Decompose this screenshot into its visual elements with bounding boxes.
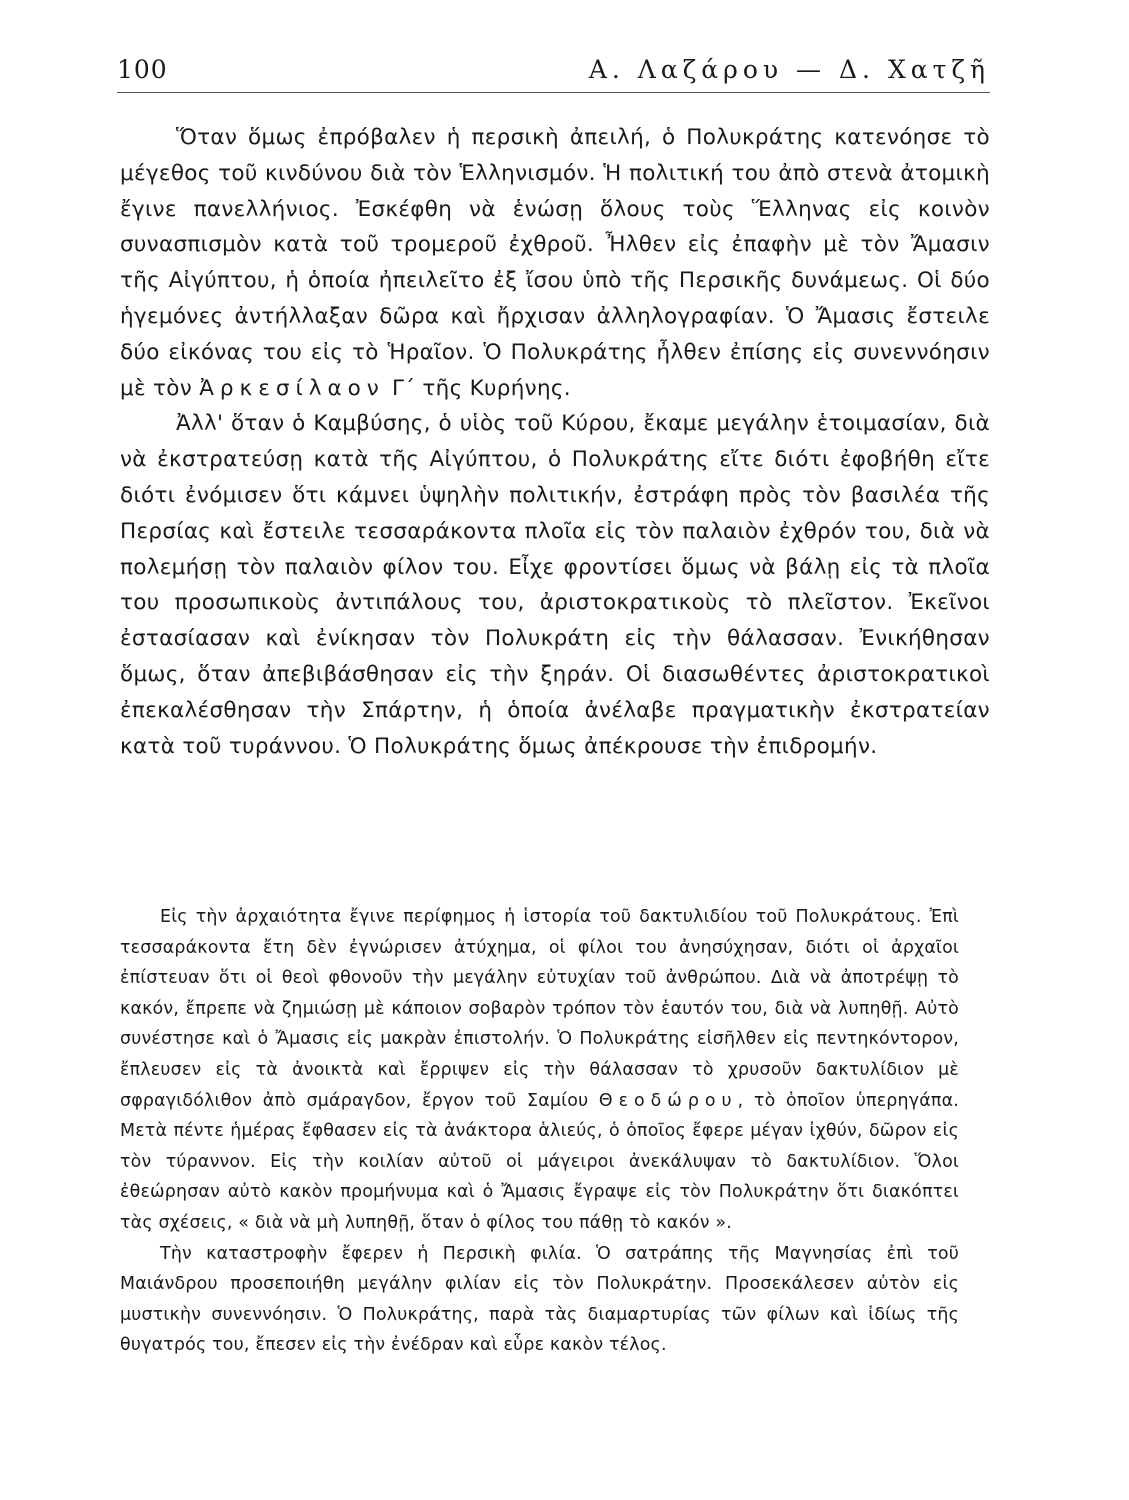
note-paragraph bbox=[120, 1239, 959, 1361]
note-paragraph-text: Εἰς τὴν ἀρχαιότητα ἔγινε περίφημος ἡ ἱστορία τοῦ δακτυλιδίου τοῦ Πολυκράτους. Ἐπὶ τεσσαράκοντα ἔτη δὲν ἐγνώρισεν ἀτύχημα, οἱ φίλοι του ἀνησύχησαν, διότι οἱ ἀρχαῖοι ἐπίστευαν ὅτι οἱ θεοὶ φθονοῦν τὴν μεγάλην εὐτυχίαν τοῦ ἀνθρώπου. Διὰ νὰ ἀποτρέψῃ τὸ κακόν, ἔπρεπε νὰ ζημιώσῃ μὲ κάποιον σοβαρὸν τρόπον τὸν ἑαυτόν του, διὰ νὰ λυπηθῇ. Αὐτὸ συνέστησε καὶ ὁ Ἄμασις εἰς μακρὰν ἐπιστολήν. Ὁ Πολυκράτης εἰσῆλθεν εἰς πεντηκόντορον, ἔπλευσεν εἰς τὰ ἀνοικτὰ καὶ ἔρριψεν εἰς τὴν θάλασσαν τὸ χρυσοῦν δακτυλίδιον μὲ σφραγιδόλιθον ἀπὸ σμάραγδον, ἔργον τοῦ Σαμίου bbox=[120, 907, 959, 1111]
paragraph-tail: Γ΄ τῆς Κυρήνης. bbox=[391, 375, 571, 401]
note-text bbox=[120, 902, 959, 1361]
note-paragraph-tail: , τὸ ὁποῖον ὑπερηγάπα. Μετὰ πέντε ἡμέρας ἔφθασεν εἰς τὰ ἀνάκτορα ἁλιεύς, ὁ ὁποῖος ἔφερε μέγαν ἰχθύν, δῶρον εἰς τὸν τύραννον. Εἰς τὴν κοιλίαν αὐτοῦ οἱ μάγειροι ἀνεκάλυψαν τὸ δακτυλίδιον. Ὅλοι ἐθεώρησαν αὐτὸ κακὸν προμήνυμα καὶ ὁ Ἄμασις ἔγραψε εἰς τὸν Πολυκράτην ὅτι διακόπτει τὰς σχέσεις, « διὰ νὰ μὴ λυπηθῇ, ὅταν ὁ φίλος του πάθῃ τὸ κακόν ». bbox=[120, 1090, 959, 1233]
header-rule bbox=[117, 92, 990, 93]
running-head: Α. Λαζάρου — Δ. Χατζῆ bbox=[588, 55, 990, 84]
paragraph-text: Ὅταν ὅμως ἐπρόβαλεν ἡ περσικὴ ἀπειλή, ὁ Πολυκράτης κατενόησε τὸ μέγεθος τοῦ κινδύνου διὰ τὸν Ἑλληνισμόν. Ἡ πολιτική του ἀπὸ στενὰ ἀτομικὴ ἔγινε πανελλήνιος. Ἐσκέφθη νὰ ἑνώσῃ ὅλους τοὺς Ἕλληνας εἰς κοινὸν συνασπισμὸν κατὰ τοῦ τρομεροῦ ἐχθροῦ. Ἦλθεν εἰς ἐπαφὴν μὲ τὸν Ἄμασιν τῆς Αἰγύπτου, ἡ ὁποία ἠπειλεῖτο ἐξ ἴσου ὑπὸ τῆς Περσικῆς δυνάμεως. Οἱ δύο ἡγεμόνες ἀντήλλαξαν δῶρα καὶ ἤρχισαν ἀλληλογραφίαν. Ὁ Ἄμασις ἔστειλε δύο εἰκόνας του εἰς τὸ Ἡραῖον. Ὁ Πολυκράτης ἦλθεν ἐπίσης εἰς συνεννόησιν μὲ τὸν bbox=[120, 125, 990, 401]
page-number: 100 bbox=[117, 55, 168, 84]
main-text bbox=[120, 120, 990, 764]
page-header bbox=[117, 55, 990, 95]
paragraph-text: Ἀλλ' ὅταν ὁ Καμβύσης, ὁ υἱὸς τοῦ Κύρου, ἔκαμε μεγάλην ἑτοιμασίαν, διὰ νὰ ἐκστρατεύσῃ κατὰ τῆς Αἰγύπτου, ὁ Πολυκράτης εἴτε διότι ἐφοβήθη εἴτε διότι ἐνόμισεν ὅτι κάμνει ὑψηλὴν πολιτικήν, ἐστράφη πρὸς τὸν βασιλέα τῆς Περσίας καὶ ἔστειλε τεσσαράκοντα πλοῖα εἰς τὸν παλαιὸν ἐχθρόν του, διὰ νὰ πολεμήσῃ τὸν παλαιὸν φίλον του. Εἶχε φροντίσει ὅμως νὰ βάλῃ εἰς τὰ πλοῖα του προσωπικοὺς ἀντιπάλους του, ἀριστοκρατικοὺς τὸ πλεῖστον. Ἐκεῖνοι ἐστασίασαν καὶ ἐνίκησαν τὸν Πολυκράτη εἰς τὴν θάλασσαν. Ἐνικήθησαν ὅμως, ὅταν ἀπεβιβάσθησαν εἰς τὴν ξηράν. Οἱ διασωθέντες ἀριστοκρατικοὶ ἐπεκαλέσθησαν τὴν Σπάρτην, ἡ ὁποία ἀνέλαβε πραγματικὴν ἐκστρατείαν κατὰ τοῦ τυράννου. Ὁ Πολυκράτης ὅμως ἀπέκρουσε τὴν ἐπιδρομήν. bbox=[120, 411, 990, 759]
spaced-name: Ἀρκεσίλαον bbox=[199, 375, 385, 401]
paragraph bbox=[120, 120, 990, 406]
note-paragraph bbox=[120, 902, 959, 1239]
note-paragraph-text: Τὴν καταστροφὴν ἔφερεν ἡ Περσικὴ φιλία. Ὁ σατράπης τῆς Μαγνησίας ἐπὶ τοῦ Μαιάνδρου προσεποιήθη μεγάλην φιλίαν εἰς τὸν Πολυκράτην. Προσεκάλεσεν αὐτὸν εἰς μυστικὴν συνεννόησιν. Ὁ Πολυκράτης, παρὰ τὰς διαμαρτυρίας τῶν φίλων καὶ ἰδίως τῆς θυγατρός του, ἔπεσεν εἰς τὴν ἐνέδραν καὶ εὗρε κακὸν τέλος. bbox=[120, 1243, 959, 1356]
spaced-name: Θεοδώρου bbox=[598, 1090, 738, 1111]
paragraph bbox=[120, 406, 990, 764]
